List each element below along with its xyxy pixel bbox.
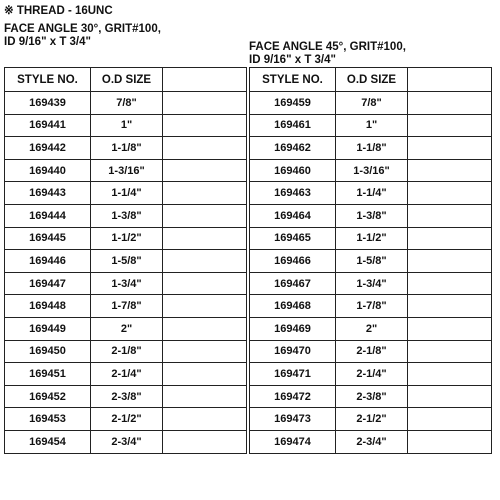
blank-cell [408,408,492,431]
table-row [5,227,247,250]
od-size-cell: 1-5/8" [91,250,163,273]
style-no-cell: 169460 [250,159,336,182]
blank-cell [163,114,247,137]
table-row [250,408,492,431]
od-size-cell: 2-3/4" [91,430,163,453]
od-size-cell: 1-3/8" [336,204,408,227]
style-no-cell: 169467 [250,272,336,295]
od-size-cell: 1-1/2" [336,227,408,250]
blank-cell [408,385,492,408]
table-row [250,227,492,250]
table-row [250,159,492,182]
table-row [250,363,492,386]
style-no-cell: 169462 [250,137,336,160]
blank-cell [163,408,247,431]
blank-cell [163,227,247,250]
thread-note: ※ THREAD - 16UNC [4,5,113,17]
blank-cell [408,250,492,273]
right-table-header-line1: FACE ANGLE 45°, GRIT#100, [249,41,406,53]
od-size-cell: 2-1/4" [91,363,163,386]
style-no-cell: 169453 [5,408,91,431]
table-row [5,182,247,205]
table-row [5,92,247,115]
style-no-cell: 169441 [5,114,91,137]
right-table-header-line2: ID 9/16" x T 3/4" [249,54,336,66]
blank-cell [163,182,247,205]
left-spec-table [4,67,247,454]
table-row [250,385,492,408]
blank-cell [163,295,247,318]
od-size-cell: 1-5/8" [336,250,408,273]
od-size-cell: 1-1/8" [91,137,163,160]
od-size-cell: 2-1/8" [336,340,408,363]
style-no-cell: 169463 [250,182,336,205]
table-row [5,204,247,227]
table-row [250,204,492,227]
table-row [5,408,247,431]
style-no-cell: 169468 [250,295,336,318]
style-no-cell: 169472 [250,385,336,408]
style-no-cell: 169465 [250,227,336,250]
table-row [250,137,492,160]
style-no-cell: 169450 [5,340,91,363]
style-no-cell: 169461 [250,114,336,137]
style-no-cell: 169444 [5,204,91,227]
od-size-cell: 2-1/2" [91,408,163,431]
blank-cell [408,227,492,250]
od-size-cell: 7/8" [336,92,408,115]
table-row [250,340,492,363]
style-no-cell: 169466 [250,250,336,273]
style-no-cell: 169471 [250,363,336,386]
blank-cell [408,430,492,453]
style-no-cell: 169474 [250,430,336,453]
column-header-blank [408,68,492,92]
column-header-blank [163,68,247,92]
od-size-cell: 1-1/4" [336,182,408,205]
blank-cell [163,137,247,160]
left-table-header-line2: ID 9/16" x T 3/4" [4,36,91,48]
style-no-cell: 169445 [5,227,91,250]
blank-cell [408,272,492,295]
table-header-row [5,68,247,92]
blank-cell [408,92,492,115]
od-size-cell: 1-3/16" [91,159,163,182]
od-size-cell: 2-3/8" [336,385,408,408]
blank-cell [408,204,492,227]
style-no-cell: 169442 [5,137,91,160]
style-no-cell: 169451 [5,363,91,386]
od-size-cell: 1-7/8" [336,295,408,318]
od-size-cell: 1-7/8" [91,295,163,318]
od-size-cell: 1" [336,114,408,137]
column-header-style-no: STYLE NO. [250,68,336,92]
table-row [5,385,247,408]
table-row [5,137,247,160]
right-spec-table [249,67,492,454]
style-no-cell: 169449 [5,317,91,340]
table-row [250,272,492,295]
style-no-cell: 169473 [250,408,336,431]
od-size-cell: 1-3/8" [91,204,163,227]
blank-cell [408,159,492,182]
od-size-cell: 1-1/2" [91,227,163,250]
table-row [5,159,247,182]
table-row [5,295,247,318]
od-size-cell: 1-3/4" [91,272,163,295]
od-size-cell: 2-1/2" [336,408,408,431]
table-row [250,250,492,273]
table-row [250,92,492,115]
blank-cell [408,295,492,318]
blank-cell [163,204,247,227]
table-row [5,114,247,137]
column-header-od-size: O.D SIZE [91,68,163,92]
style-no-cell: 169446 [5,250,91,273]
table-row [250,317,492,340]
table-row [5,317,247,340]
right-table-body [250,92,492,454]
od-size-cell: 1-3/16" [336,159,408,182]
od-size-cell: 2-1/4" [336,363,408,386]
style-no-cell: 169470 [250,340,336,363]
blank-cell [408,182,492,205]
style-no-cell: 169439 [5,92,91,115]
od-size-cell: 2" [336,317,408,340]
table-row [250,295,492,318]
table-row [5,250,247,273]
style-no-cell: 169440 [5,159,91,182]
table-row [250,114,492,137]
blank-cell [163,159,247,182]
od-size-cell: 2-3/8" [91,385,163,408]
left-table-header-line1: FACE ANGLE 30°, GRIT#100, [4,23,161,35]
table-row [250,182,492,205]
table-row [5,363,247,386]
style-no-cell: 169452 [5,385,91,408]
column-header-od-size: O.D SIZE [336,68,408,92]
blank-cell [408,363,492,386]
od-size-cell: 7/8" [91,92,163,115]
blank-cell [408,137,492,160]
od-size-cell: 1-1/8" [336,137,408,160]
blank-cell [163,385,247,408]
blank-cell [163,363,247,386]
style-no-cell: 169454 [5,430,91,453]
od-size-cell: 2-1/8" [91,340,163,363]
blank-cell [163,92,247,115]
blank-cell [408,317,492,340]
blank-cell [163,317,247,340]
table-row [5,340,247,363]
table-header-row [250,68,492,92]
blank-cell [408,340,492,363]
blank-cell [163,250,247,273]
od-size-cell: 2-3/4" [336,430,408,453]
od-size-cell: 1-3/4" [336,272,408,295]
table-row [250,430,492,453]
style-no-cell: 169448 [5,295,91,318]
table-row [5,272,247,295]
style-no-cell: 169443 [5,182,91,205]
blank-cell [163,272,247,295]
left-table-body [5,92,247,454]
od-size-cell: 1" [91,114,163,137]
table-row [5,430,247,453]
blank-cell [163,430,247,453]
style-no-cell: 169459 [250,92,336,115]
od-size-cell: 2" [91,317,163,340]
od-size-cell: 1-1/4" [91,182,163,205]
style-no-cell: 169469 [250,317,336,340]
style-no-cell: 169464 [250,204,336,227]
column-header-style-no: STYLE NO. [5,68,91,92]
blank-cell [408,114,492,137]
style-no-cell: 169447 [5,272,91,295]
blank-cell [163,340,247,363]
